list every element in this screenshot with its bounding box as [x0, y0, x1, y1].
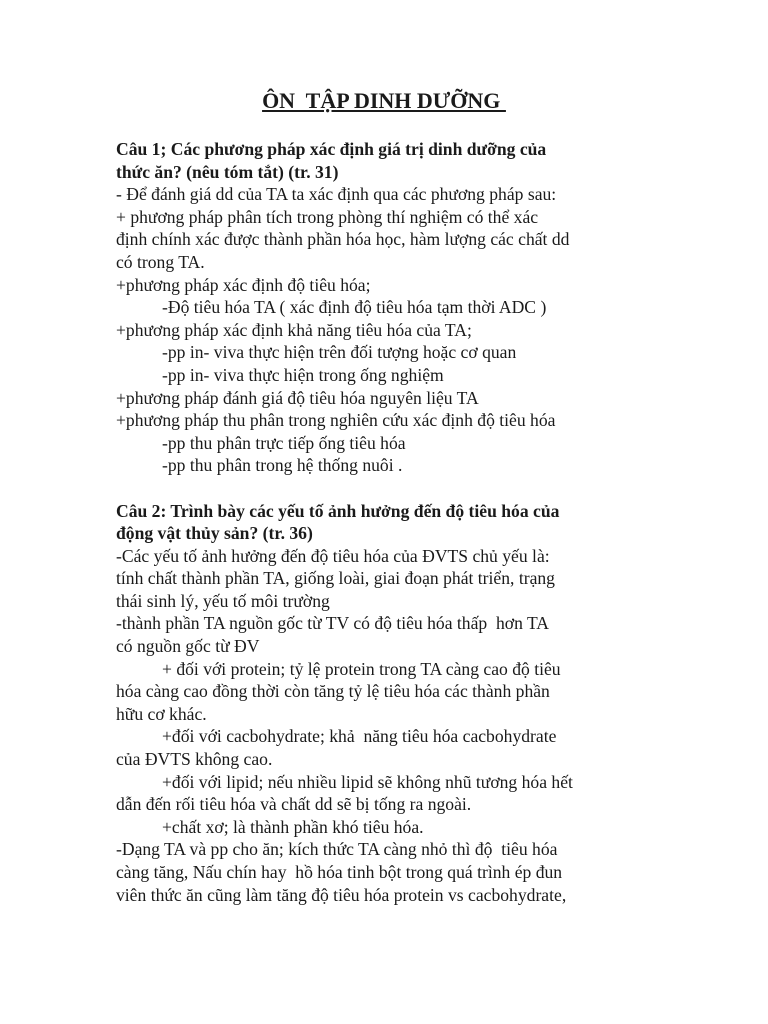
- indented-line: +chất xơ; là thành phần khó tiêu hóa.: [162, 816, 424, 837]
- question-1-heading-line-1: Câu 1; Các phương pháp xác định giá trị dinh dưỡng của: [116, 139, 547, 159]
- paragraph-line: định chính xác được thành phần hóa học, hàm lượng các chất dd: [116, 229, 570, 250]
- indented-line: -pp thu phân trực tiếp ống tiêu hóa: [162, 432, 406, 453]
- paragraph-line: viên thức ăn cũng làm tăng độ tiêu hóa protein vs cacbohydrate,: [116, 884, 567, 905]
- paragraph-line: càng tăng, Nấu chín hay hồ hóa tinh bột trong quá trình ép đun: [116, 862, 563, 882]
- paragraph-line: dẫn đến rối tiêu hóa và chất dd sẽ bị tống ra ngoài.: [116, 794, 472, 815]
- paragraph-line: tính chất thành phần TA, giống loài, giai đoạn phát triển, trạng: [116, 568, 555, 589]
- indented-line: -pp in- viva thực hiện trên đối tượng hoặc cơ quan: [162, 342, 517, 363]
- indented-line: + đối với protein; tỷ lệ protein trong TA càng cao độ tiêu: [162, 658, 561, 679]
- section-spacer: [116, 477, 656, 500]
- paragraph-line: thái sinh lý, yếu tố môi trường: [116, 590, 330, 611]
- paragraph-line: +phương pháp thu phân trong nghiên cứu xác định độ tiêu hóa: [116, 410, 556, 431]
- paragraph-line: hóa càng cao đồng thời còn tăng tỷ lệ tiêu hóa các thành phần: [116, 681, 550, 702]
- question-1-heading-line-2: thức ăn? (nêu tóm tắt) (tr. 31): [116, 161, 339, 182]
- paragraph-line: -Dạng TA và pp cho ăn; kích thức TA càng nhỏ thì độ tiêu hóa: [116, 839, 558, 860]
- paragraph-line: +phương pháp xác định khả năng tiêu hóa của TA;: [116, 319, 472, 340]
- paragraph-line: của ĐVTS không cao.: [116, 749, 273, 770]
- document-body: [116, 138, 656, 906]
- paragraph-line: -Các yếu tố ảnh hưởng đến độ tiêu hóa của ĐVTS chủ yếu là:: [116, 545, 550, 566]
- indented-line: -pp in- viva thực hiện trong ống nghiệm: [162, 364, 444, 385]
- indented-line: +đối với cacbohydrate; khả năng tiêu hóa cacbohydrate: [162, 726, 557, 747]
- paragraph-line: -thành phần TA nguồn gốc từ TV có độ tiêu hóa thấp hơn TA: [116, 613, 550, 634]
- paragraph-line: +phương pháp đánh giá độ tiêu hóa nguyên liệu TA: [116, 387, 479, 408]
- paragraph-line: có trong TA.: [116, 251, 205, 272]
- indented-line: -Độ tiêu hóa TA ( xác định độ tiêu hóa tạm thời ADC ): [162, 297, 547, 318]
- page-title: ÔN TẬP DINH DƯỠNG: [262, 88, 506, 113]
- indented-line: -pp thu phân trong hệ thống nuôi .: [162, 455, 403, 476]
- question-2-heading-line-1: Câu 2: Trình bày các yếu tố ảnh hưởng đến độ tiêu hóa của: [116, 500, 560, 521]
- paragraph-line: - Để đánh giá dd của TA ta xác định qua các phương pháp sau:: [116, 184, 557, 205]
- indented-line: +đối với lipid; nếu nhiều lipid sẽ không nhũ tương hóa hết: [162, 771, 573, 792]
- paragraph-line: có nguồn gốc từ ĐV: [116, 636, 260, 657]
- question-2-heading-line-2: động vật thủy sản? (tr. 36): [116, 523, 313, 544]
- paragraph-line: hữu cơ khác.: [116, 703, 207, 724]
- paragraph-line: + phương pháp phân tích trong phòng thí nghiệm có thể xác: [116, 206, 539, 227]
- paragraph-line: +phương pháp xác định độ tiêu hóa;: [116, 274, 371, 295]
